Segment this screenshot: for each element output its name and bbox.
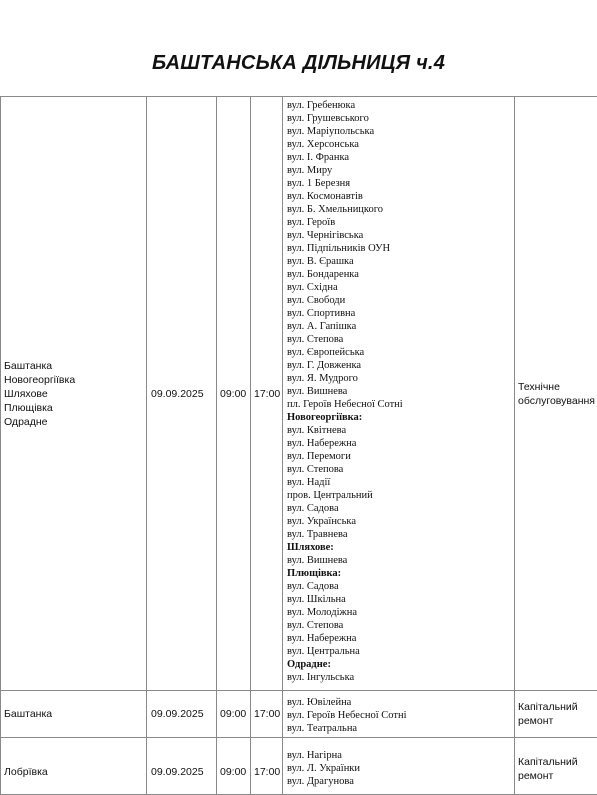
street-item: вул. Степова bbox=[287, 463, 514, 476]
settlement-name: Баштанка bbox=[4, 707, 146, 721]
settlement-subheading: Одрадне: bbox=[287, 658, 514, 671]
street-item: вул. Г. Довженка bbox=[287, 359, 514, 372]
end-time-cell: 17:00 bbox=[251, 97, 283, 691]
street-item: вул. 1 Березня bbox=[287, 177, 514, 190]
start-time-cell: 09:00 bbox=[217, 691, 251, 738]
date-cell: 09.09.2025 bbox=[147, 738, 217, 795]
date-cell: 09.09.2025 bbox=[147, 97, 217, 691]
street-item: вул. Героїв Небесної Сотні bbox=[287, 709, 514, 722]
street-item: вул. Чернігівська bbox=[287, 229, 514, 242]
streets-cell bbox=[283, 738, 515, 795]
street-item: вул. Перемоги bbox=[287, 450, 514, 463]
settlement-name: Одрадне bbox=[4, 415, 146, 429]
street-item: вул. Підпільників ОУН bbox=[287, 242, 514, 255]
street-item: вул. Космонавтів bbox=[287, 190, 514, 203]
street-item: вул. Садова bbox=[287, 580, 514, 593]
street-item: вул. Героїв bbox=[287, 216, 514, 229]
street-item: вул. Набережна bbox=[287, 437, 514, 450]
start-time-cell: 09:00 bbox=[217, 97, 251, 691]
work-type-line: Капітальний bbox=[518, 755, 597, 769]
street-item: вул. Нагірна bbox=[287, 749, 514, 762]
settlement-subheading: Шляхове: bbox=[287, 541, 514, 554]
street-item: вул. Театральна bbox=[287, 722, 514, 735]
work-type-cell bbox=[515, 691, 597, 738]
table-row bbox=[1, 97, 597, 691]
street-item: вул. Грушевського bbox=[287, 112, 514, 125]
settlement-name: Баштанка bbox=[4, 359, 146, 373]
street-item: вул. Вишнева bbox=[287, 385, 514, 398]
street-item: вул. Б. Хмельницкого bbox=[287, 203, 514, 216]
work-type-line: Капітальний bbox=[518, 700, 597, 714]
street-item: вул. Надії bbox=[287, 476, 514, 489]
settlement-name: Лобрївка bbox=[4, 765, 146, 779]
street-item: вул. В. Єрашка bbox=[287, 255, 514, 268]
schedule-table bbox=[0, 96, 597, 795]
street-item: вул. Я. Мудрого bbox=[287, 372, 514, 385]
street-item: вул. Свободи bbox=[287, 294, 514, 307]
street-item: вул. Маріупольська bbox=[287, 125, 514, 138]
street-item: пров. Центральний bbox=[287, 489, 514, 502]
street-item: вул. Шкільна bbox=[287, 593, 514, 606]
work-type-cell bbox=[515, 97, 597, 691]
settlement-name: Шляхове bbox=[4, 387, 146, 401]
settlements-cell bbox=[1, 97, 147, 691]
work-type-line: обслуговування bbox=[518, 394, 597, 408]
street-item: вул. Ювілейна bbox=[287, 696, 514, 709]
street-item: вул. Миру bbox=[287, 164, 514, 177]
streets-cell bbox=[283, 97, 515, 691]
street-item: вул. Степова bbox=[287, 619, 514, 632]
start-time-cell: 09:00 bbox=[217, 738, 251, 795]
street-item: вул. Степова bbox=[287, 333, 514, 346]
street-item: вул. Набережна bbox=[287, 632, 514, 645]
street-item: вул. Л. Українки bbox=[287, 762, 514, 775]
street-item: вул. І. Франка bbox=[287, 151, 514, 164]
street-item: вул. Драгунова bbox=[287, 775, 514, 788]
table-row bbox=[1, 738, 597, 795]
date-cell: 09.09.2025 bbox=[147, 691, 217, 738]
street-item: вул. Молодіжна bbox=[287, 606, 514, 619]
page-title: БАШТАНСЬКА ДІЛЬНИЦЯ ч.4 bbox=[0, 52, 597, 75]
street-item: вул. Херсонська bbox=[287, 138, 514, 151]
work-type-line: Технічне bbox=[518, 380, 597, 394]
settlement-subheading: Новогеоргіївка: bbox=[287, 411, 514, 424]
street-item: вул. Садова bbox=[287, 502, 514, 515]
streets-cell bbox=[283, 691, 515, 738]
settlements-cell bbox=[1, 738, 147, 795]
settlements-cell bbox=[1, 691, 147, 738]
work-type-line: ремонт bbox=[518, 714, 597, 728]
street-item: вул. Українська bbox=[287, 515, 514, 528]
street-item: вул. Інгульська bbox=[287, 671, 514, 684]
street-item: вул. Європейська bbox=[287, 346, 514, 359]
settlement-subheading: Плющівка: bbox=[287, 567, 514, 580]
street-item: вул. Центральна bbox=[287, 645, 514, 658]
settlement-name: Плющівка bbox=[4, 401, 146, 415]
work-type-cell bbox=[515, 738, 597, 795]
street-item: вул. Східна bbox=[287, 281, 514, 294]
end-time-cell: 17:00 bbox=[251, 691, 283, 738]
settlement-name: Новогеоргіївка bbox=[4, 373, 146, 387]
street-item: вул. Гребенюка bbox=[287, 99, 514, 112]
work-type-line: ремонт bbox=[518, 769, 597, 783]
street-item: вул. А. Гапішка bbox=[287, 320, 514, 333]
street-item: пл. Героїв Небесної Сотні bbox=[287, 398, 514, 411]
street-item: вул. Травнева bbox=[287, 528, 514, 541]
table-row bbox=[1, 691, 597, 738]
street-item: вул. Вишнева bbox=[287, 554, 514, 567]
street-item: вул. Бондаренка bbox=[287, 268, 514, 281]
street-item: вул. Спортивна bbox=[287, 307, 514, 320]
street-item: вул. Квітнева bbox=[287, 424, 514, 437]
end-time-cell: 17:00 bbox=[251, 738, 283, 795]
